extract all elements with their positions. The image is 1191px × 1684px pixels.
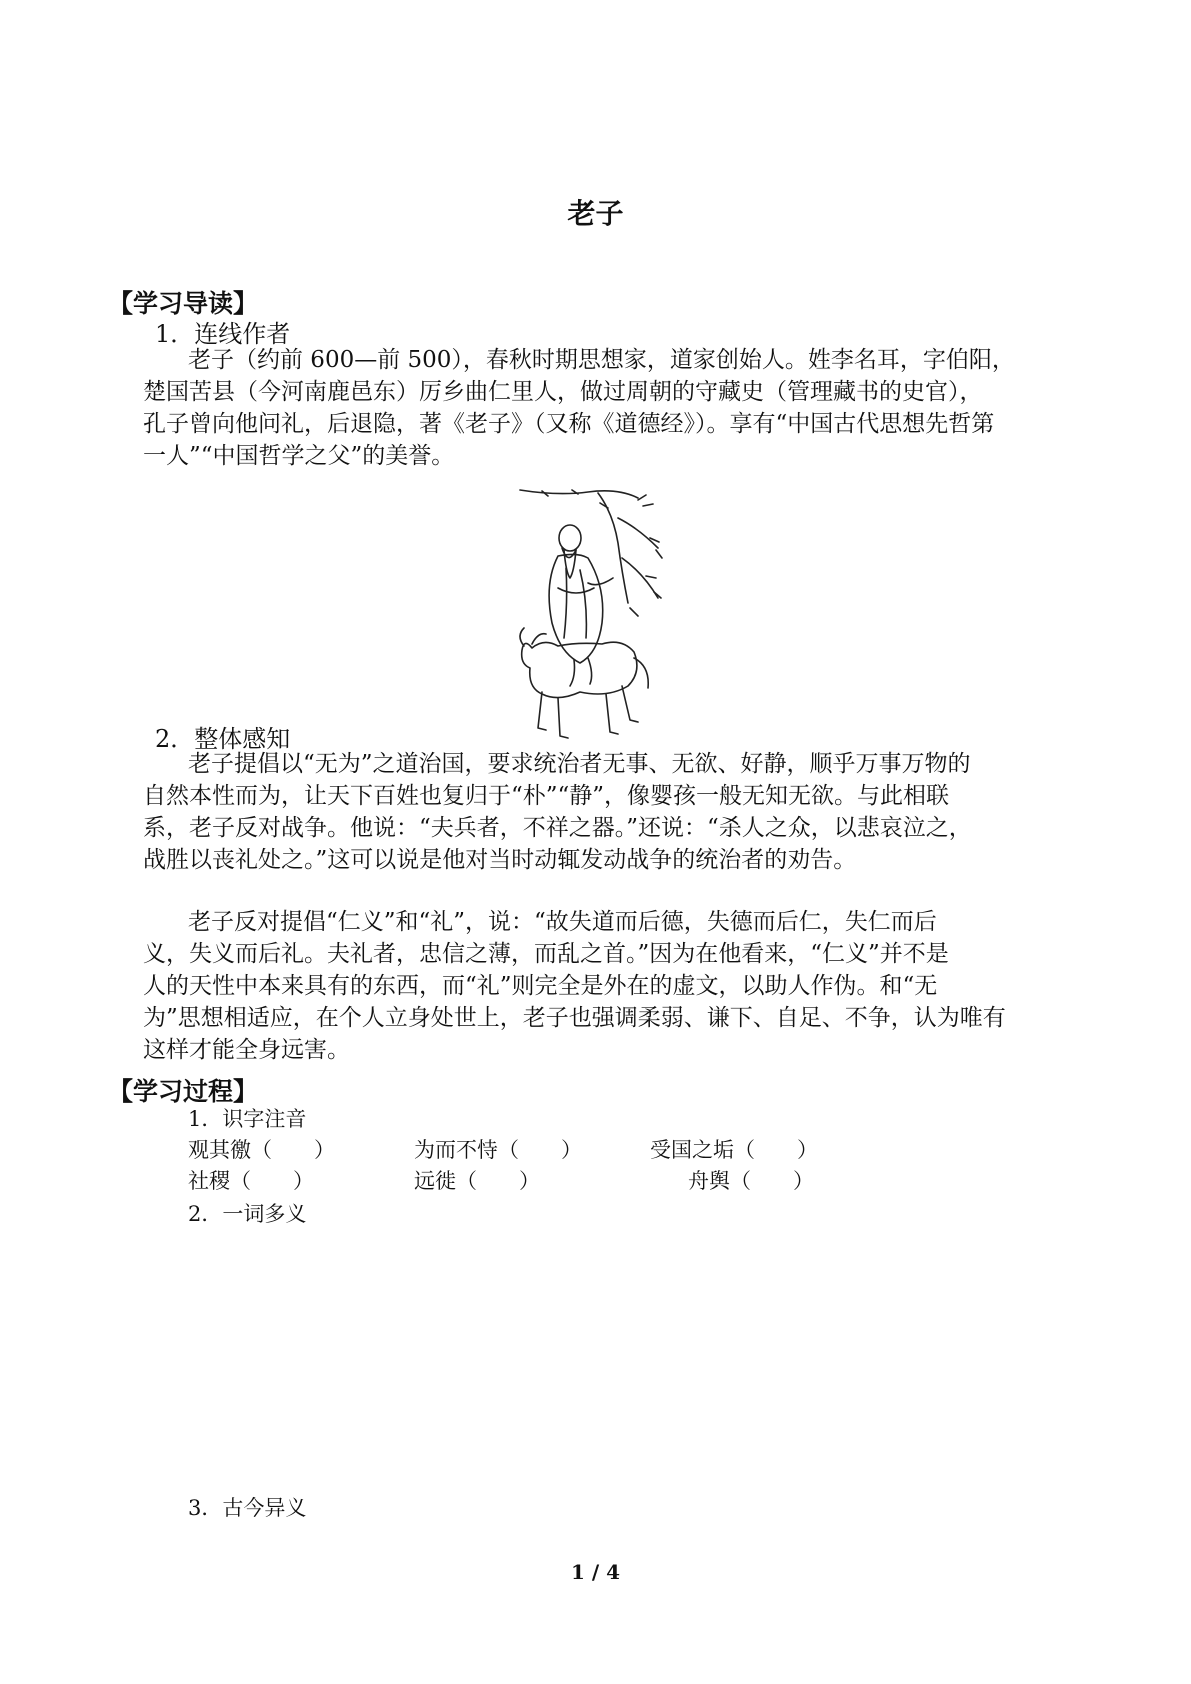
overview-p1-line-4: 战胜以丧礼处之。”这可以说是他对当时动辄发动战争的统治者的劝告。 <box>143 847 857 873</box>
overview-p2-line-5: 这样才能全身远害。 <box>143 1037 350 1063</box>
author-line-4: 一人”“中国哲学之父”的美誉。 <box>143 443 455 469</box>
vocab-item: 观其徼（ ） <box>188 1138 335 1162</box>
item-phonetic-label: 1．识字注音 <box>188 1107 307 1131</box>
vocab-item: 社稷（ ） <box>188 1169 314 1193</box>
overview-p1-line-1: 老子提倡以“无为”之道治国，要求统治者无事、无欲、好静，顺乎万事万物的 <box>188 751 971 777</box>
section-heading-process: 【学习过程】 <box>108 1077 259 1106</box>
item-ancient-modern-label: 3．古今异义 <box>188 1496 307 1520</box>
overview-p2-line-3: 人的天性中本来具有的东西，而“礼”则完全是外在的虚文，以助人作伪。和“无 <box>143 973 938 999</box>
author-line-1: 老子（约前 600—前 500），春秋时期思想家，道家创始人。姓李名耳，字伯阳， <box>188 347 1015 373</box>
vocab-item: 受国之垢（ ） <box>650 1138 818 1162</box>
overview-p2-line-2: 义，失义而后礼。夫礼者，忠信之薄，而乱之首。”因为在他看来，“仁义”并不是 <box>143 941 949 967</box>
vocab-item: 舟舆（ ） <box>688 1169 814 1193</box>
overview-p2-line-1: 老子反对提倡“仁义”和“礼”，说：“故失道而后德，失德而后仁，失仁而后 <box>188 909 937 935</box>
item-polysemy-label: 2．一词多义 <box>188 1202 307 1226</box>
author-line-2: 楚国苦县（今河南鹿邑东）厉乡曲仁里人，做过周朝的守藏史（管理藏书的史官）， <box>143 379 983 405</box>
overview-p1-line-3: 系，老子反对战争。他说：“夫兵者，不祥之器。”还说：“杀人之众，以悲哀泣之， <box>143 815 972 841</box>
overview-p1-line-2: 自然本性而为，让天下百姓也复归于“朴”“静”，像婴孩一般无知无欲。与此相联 <box>143 783 950 809</box>
laozi-on-ox-illustration <box>518 488 682 758</box>
item-author-label: 1．连线作者 <box>155 320 291 348</box>
item-overview-label: 2．整体感知 <box>155 725 291 753</box>
page-title: 老子 <box>567 197 624 230</box>
vocab-item: 远徙（ ） <box>414 1169 540 1193</box>
author-line-3: 孔子曾向他问礼，后退隐，著《老子》（又称《道德经》）。享有“中国古代思想先哲第 <box>143 411 995 437</box>
overview-p2-line-4: 为”思想相适应，在个人立身处世上，老子也强调柔弱、谦下、自足、不争，认为唯有 <box>143 1005 1006 1031</box>
section-heading-guide: 【学习导读】 <box>108 289 259 318</box>
page-number: 1 / 4 <box>570 1560 621 1584</box>
vocab-item: 为而不恃（ ） <box>414 1138 582 1162</box>
